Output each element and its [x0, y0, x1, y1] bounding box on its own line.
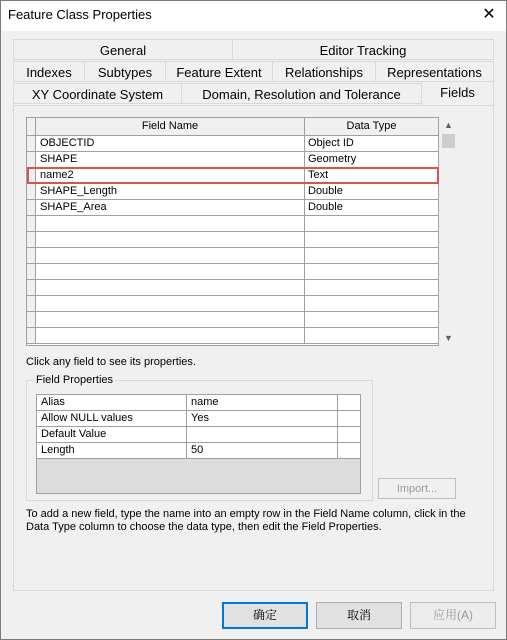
field-properties-legend: Field Properties: [36, 374, 114, 386]
data-type-cell[interactable]: [305, 280, 438, 295]
data-type-cell[interactable]: Geometry: [308, 153, 357, 165]
data-type-cell[interactable]: [305, 264, 438, 279]
row-selector[interactable]: [27, 296, 36, 311]
row-selector[interactable]: [27, 248, 36, 263]
property-row[interactable]: [37, 443, 360, 459]
window-title: Feature Class Properties: [8, 7, 152, 22]
tab-relationships[interactable]: Relationships: [272, 61, 376, 82]
data-type-cell[interactable]: Double: [308, 201, 343, 213]
data-type-cell[interactable]: Object ID: [308, 137, 354, 149]
field-name-cell[interactable]: SHAPE: [36, 152, 305, 167]
row-selector[interactable]: [27, 264, 36, 279]
field-name-cell[interactable]: SHAPE_Area: [36, 200, 305, 215]
row-selector[interactable]: [27, 312, 36, 327]
row-selector[interactable]: [27, 216, 36, 231]
row-selector[interactable]: [27, 232, 36, 247]
ok-button[interactable]: 确定: [222, 602, 308, 629]
data-type-cell[interactable]: [305, 216, 438, 231]
row-selector[interactable]: [27, 280, 36, 295]
empty-row[interactable]: [27, 328, 438, 344]
column-header-data-type[interactable]: Data Type: [346, 120, 397, 132]
import-button[interactable]: Import...: [378, 478, 456, 499]
property-value[interactable]: Yes: [187, 411, 338, 426]
table-row[interactable]: [27, 200, 438, 216]
field-name-cell[interactable]: [36, 248, 305, 263]
property-name: Default Value: [37, 427, 187, 442]
row-selector[interactable]: [27, 200, 36, 215]
field-name-cell[interactable]: [36, 280, 305, 295]
field-name-cell[interactable]: name2: [36, 168, 305, 183]
data-type-cell[interactable]: Double: [308, 185, 343, 197]
grid-vertical-scrollbar[interactable]: [440, 117, 457, 346]
row-selector[interactable]: [27, 168, 36, 183]
tab-xy-coordinate-system[interactable]: XY Coordinate System: [13, 83, 182, 104]
apply-button[interactable]: 应用(A): [410, 602, 496, 629]
tab-subtypes[interactable]: Subtypes: [84, 61, 166, 82]
data-type-cell[interactable]: [305, 296, 438, 311]
empty-row[interactable]: [27, 312, 438, 328]
property-name: Length: [37, 443, 187, 458]
tab-indexes[interactable]: Indexes: [13, 61, 85, 82]
field-name-cell[interactable]: [36, 328, 305, 343]
tab-fields[interactable]: Fields: [421, 81, 494, 105]
empty-row[interactable]: [27, 232, 438, 248]
row-selector[interactable]: [27, 328, 36, 343]
tab-editor-tracking[interactable]: Editor Tracking: [232, 39, 494, 60]
field-name-cell[interactable]: [36, 264, 305, 279]
data-type-cell[interactable]: [305, 232, 438, 247]
row-selector[interactable]: [27, 184, 36, 199]
field-name-cell[interactable]: [36, 216, 305, 231]
add-field-instructions: To add a new field, type the name into an empty row in the Field Name column, click in the Data Type column to choose the data type, then edit the Field Properties.: [26, 508, 466, 533]
field-name-cell[interactable]: [36, 296, 305, 311]
header-selector: [27, 118, 36, 135]
cancel-button[interactable]: 取消: [316, 602, 402, 629]
property-row[interactable]: [37, 427, 360, 443]
click-field-hint: Click any field to see its properties.: [26, 356, 196, 368]
fields-grid: [26, 117, 439, 346]
property-name: Allow NULL values: [37, 411, 187, 426]
empty-row[interactable]: [27, 280, 438, 296]
empty-row[interactable]: [27, 216, 438, 232]
scroll-up-icon[interactable]: ▲: [444, 120, 453, 130]
field-name-cell[interactable]: [36, 232, 305, 247]
close-icon[interactable]: ✕: [482, 6, 496, 23]
table-row[interactable]: [27, 152, 438, 168]
scroll-thumb[interactable]: [442, 134, 455, 148]
tab-domain-resolution-tolerance[interactable]: Domain, Resolution and Tolerance: [181, 83, 422, 104]
property-value[interactable]: [187, 427, 338, 442]
table-row[interactable]: [27, 136, 438, 152]
field-properties-table: [36, 394, 361, 494]
scroll-down-icon[interactable]: ▼: [444, 333, 453, 343]
empty-row[interactable]: [27, 264, 438, 280]
table-row[interactable]: [27, 168, 438, 184]
data-type-cell[interactable]: [305, 328, 438, 343]
property-name: Alias: [37, 395, 187, 410]
field-name-cell[interactable]: OBJECTID: [36, 136, 305, 151]
grid-header: [27, 118, 438, 136]
tab-representations[interactable]: Representations: [375, 61, 494, 82]
data-type-cell[interactable]: [305, 312, 438, 327]
field-name-cell[interactable]: SHAPE_Length: [36, 184, 305, 199]
data-type-cell[interactable]: [305, 248, 438, 263]
empty-row[interactable]: [27, 296, 438, 312]
row-selector[interactable]: [27, 152, 36, 167]
column-header-field-name[interactable]: Field Name: [36, 118, 305, 135]
property-row[interactable]: [37, 395, 360, 411]
field-name-cell[interactable]: [36, 312, 305, 327]
title-bar: [1, 1, 506, 31]
tab-general[interactable]: General: [13, 39, 233, 60]
tab-feature-extent[interactable]: Feature Extent: [165, 61, 273, 82]
table-row[interactable]: [27, 184, 438, 200]
row-selector[interactable]: [27, 136, 36, 151]
property-value[interactable]: 50: [187, 443, 338, 458]
property-value[interactable]: name: [187, 395, 338, 410]
data-type-cell[interactable]: Text: [308, 169, 329, 181]
property-row[interactable]: [37, 411, 360, 427]
empty-row[interactable]: [27, 248, 438, 264]
